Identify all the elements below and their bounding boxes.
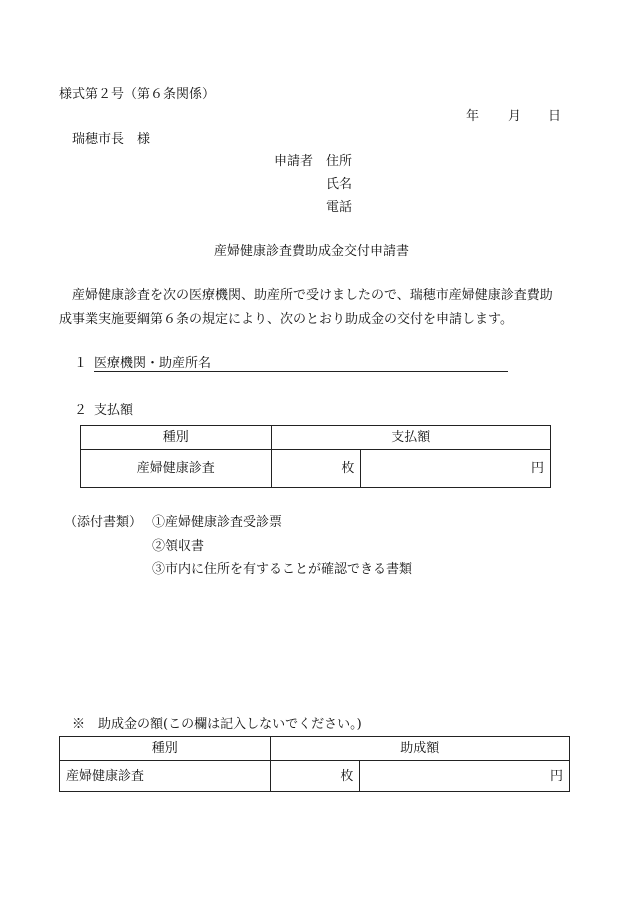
attachment-item-3: ③市内に住所を有することが確認できる書類 [152,562,413,577]
applicant-name-label: 氏名 [326,177,353,192]
subsidy-amount-cell [360,761,570,792]
payment-table [80,425,551,488]
subsidy-note: ※ 助成金の額(この欄は記入しないでください。) [72,717,362,732]
payment-count-cell[interactable] [271,450,361,488]
applicant-phone-label: 電話 [326,200,353,215]
date-year-label: 年 [466,109,480,124]
attachment-item-1: ①産婦健康診査受診票 [152,515,283,530]
payment-header-type: 種別 [81,426,272,450]
attachment-item-2: ②領収書 [152,539,205,554]
subsidy-yen-unit: 円 [549,768,563,784]
item1-number: １ [74,356,88,371]
payment-row-type: 産婦健康診査 [81,450,272,488]
payment-header-amount: 支払額 [271,426,550,450]
item2-number: ２ [74,403,88,418]
date-day-label: 日 [548,109,562,124]
subsidy-table [59,736,570,792]
subsidy-count-unit: 枚 [340,768,354,784]
subsidy-header-type: 種別 [60,737,271,761]
body-line-2: 成事業実施要綱第６条の規定により、次のとおり助成金の交付を申請します。 [59,312,513,327]
addressee: 瑞穂市長 様 [72,132,151,147]
applicant-label: 申請者 [274,154,314,169]
payment-yen-unit: 円 [530,461,544,476]
subsidy-count-cell [270,761,360,792]
medical-institution-field[interactable] [94,355,508,372]
date-month-label: 月 [508,109,522,124]
item1-label: 医療機関・助産所名 [94,356,212,371]
applicant-address-label: 住所 [326,154,353,169]
subsidy-header-amount: 助成額 [270,737,569,761]
form-number: 様式第２号（第６条関係） [59,87,216,102]
document-title: 産婦健康診査費助成金交付申請書 [214,244,410,259]
payment-count-unit: 枚 [341,461,355,476]
subsidy-row-type: 産婦健康診査 [60,761,271,792]
body-line-1: 産婦健康診査を次の医療機関、助産所で受けましたので、瑞穂市産婦健康診査費助 [72,288,553,303]
item2-label: 支払額 [94,403,134,418]
payment-amount-cell[interactable] [361,450,551,488]
attachments-label: （添付書類） [64,515,143,530]
